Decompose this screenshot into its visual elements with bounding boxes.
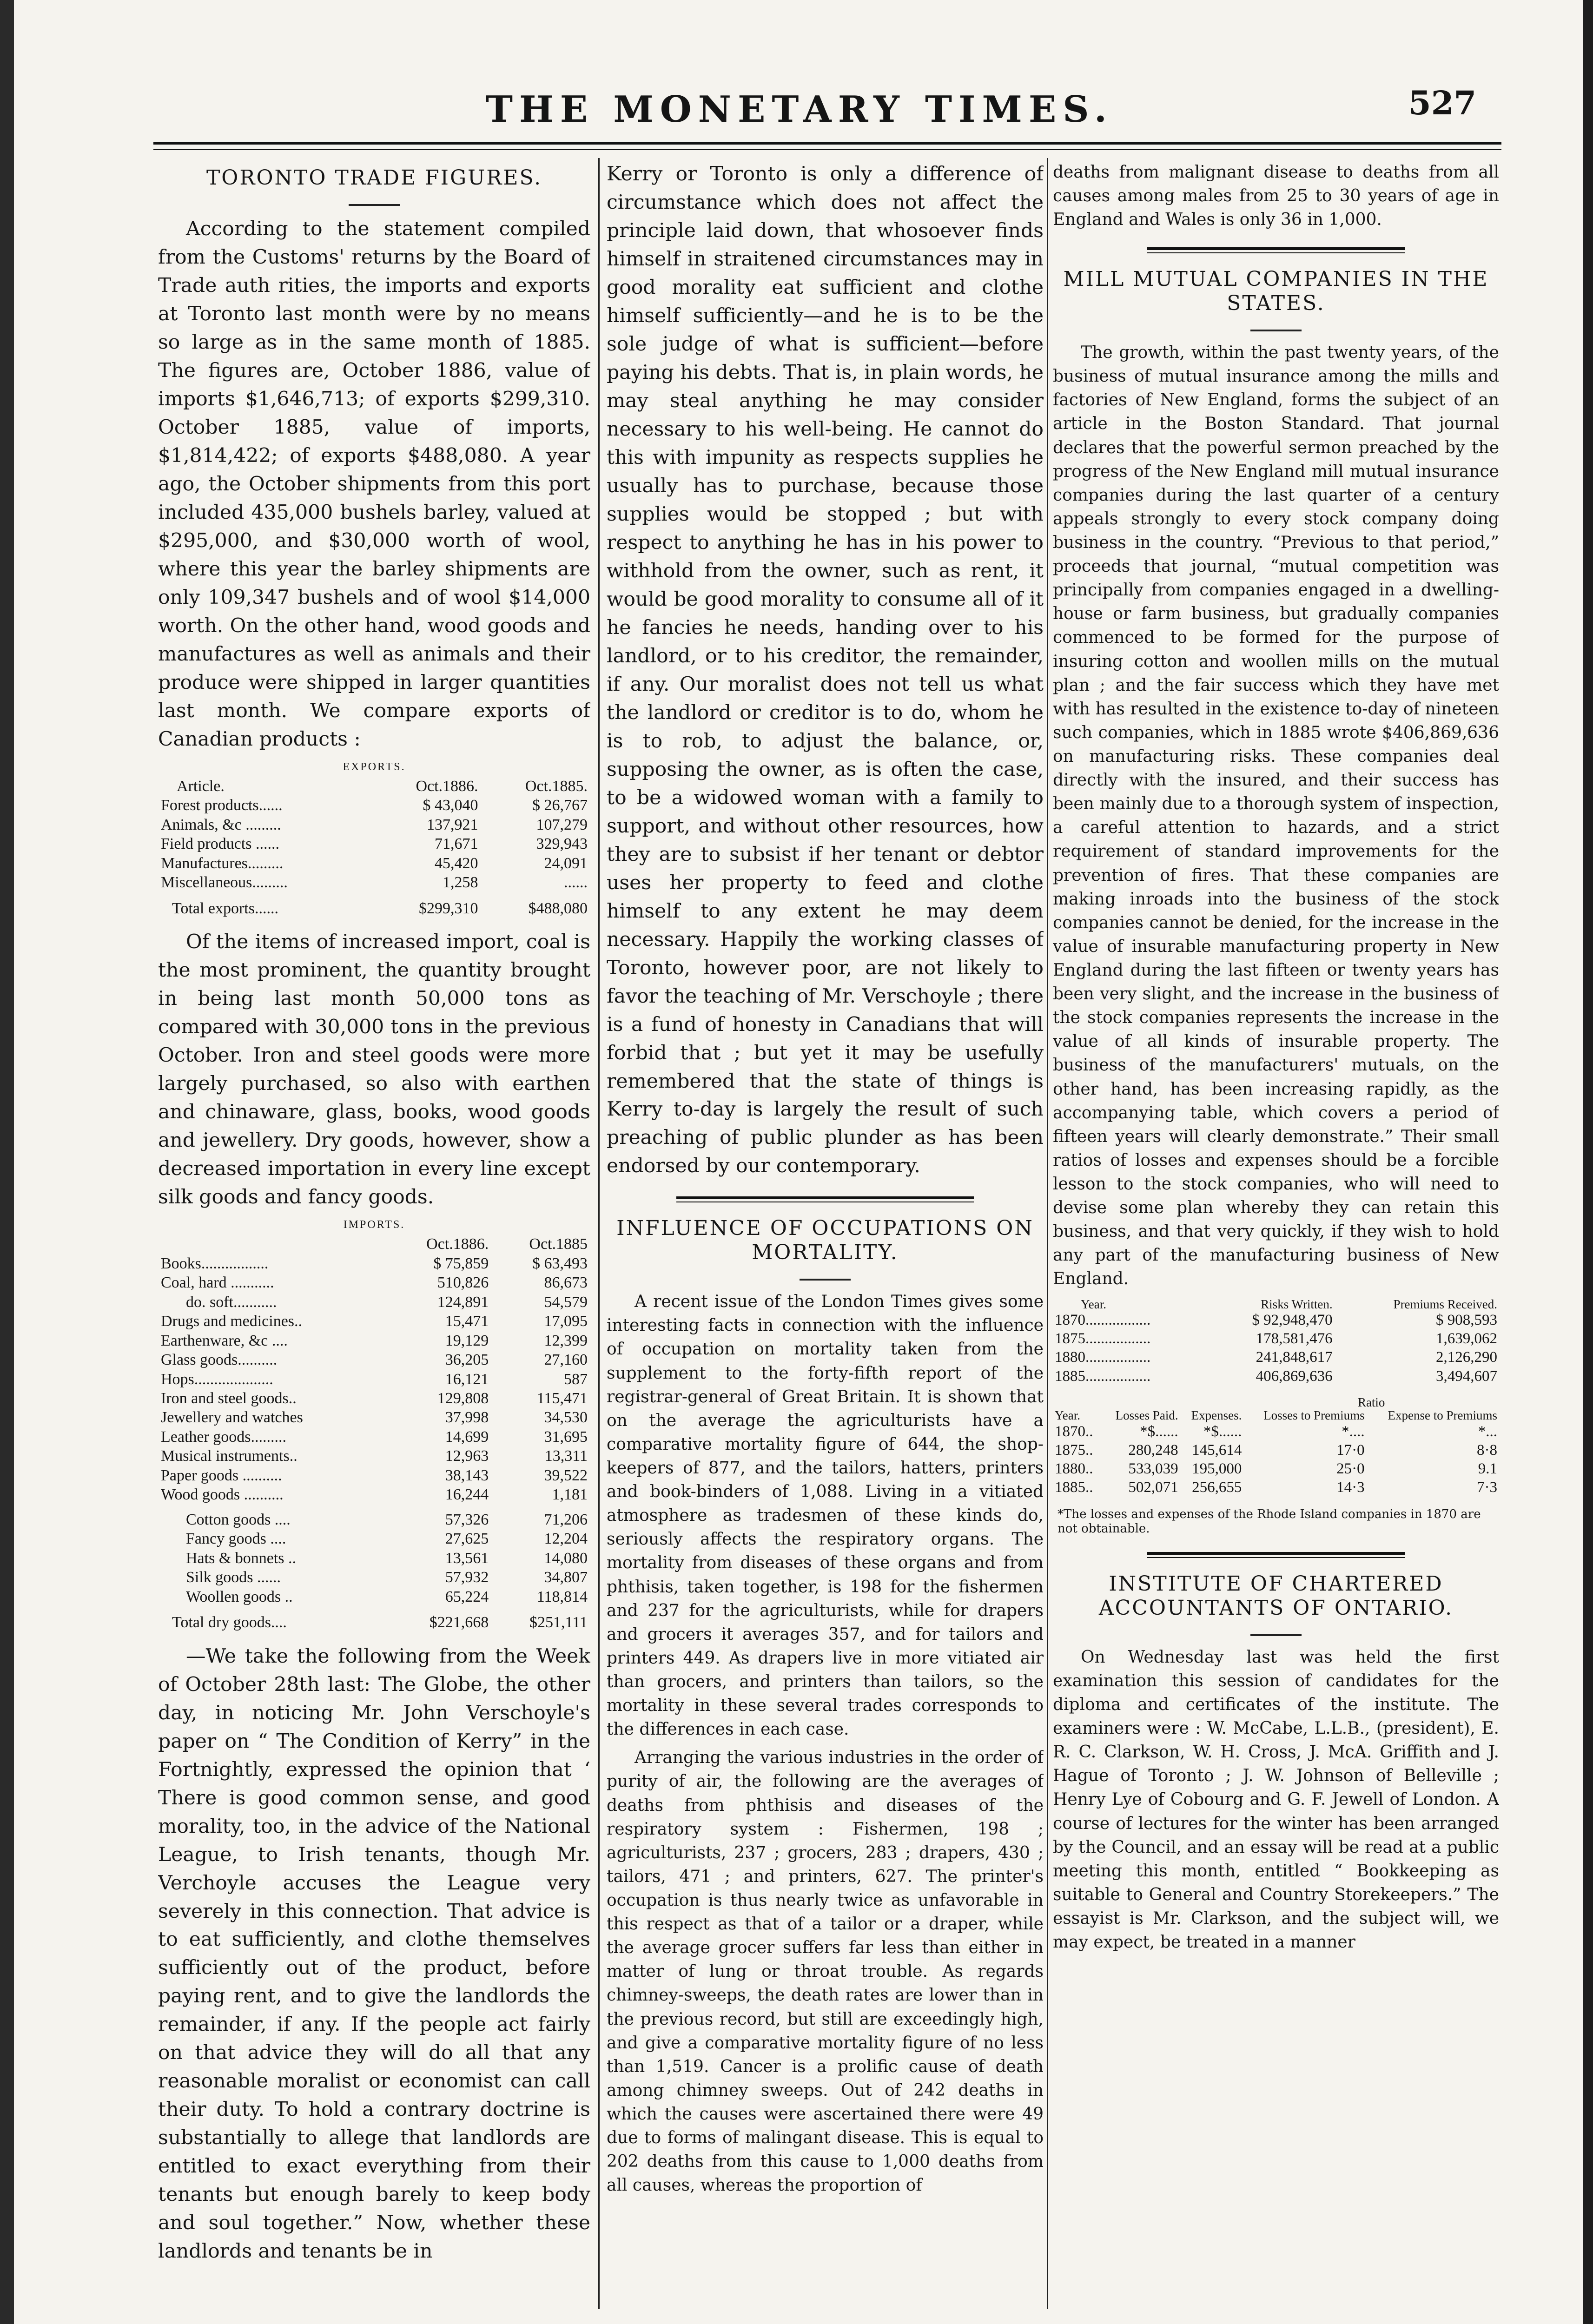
cell-value: ...... xyxy=(564,874,588,891)
losses-expenses-table xyxy=(1053,1396,1499,1497)
table-footnote: *The losses and expenses of the Rhode Island companies in 1870 are not obtainable. xyxy=(1058,1507,1481,1536)
column-group-header: Ratio xyxy=(1357,1395,1385,1409)
row-label: 1880.. xyxy=(1055,1460,1093,1478)
table-row xyxy=(158,1466,590,1485)
article-heading-occupations-mortality: INFLUENCE OF OCCUPATIONS ON MORTALITY. xyxy=(616,1216,1034,1265)
masthead-rule-thin xyxy=(153,149,1501,150)
table-row xyxy=(158,1529,590,1548)
cell-value: 39,522 xyxy=(544,1466,588,1484)
heading-rule xyxy=(1250,1634,1302,1636)
table-row xyxy=(1053,1441,1499,1459)
row-label: 1880................. xyxy=(1055,1349,1151,1366)
total-label: Total dry goods.... xyxy=(172,1614,287,1631)
table-row xyxy=(1053,1459,1499,1478)
article-paragraph: Of the items of increased import, coal is the most prominent, the quantity brought in being last month 50,000 tons as compared with 30,000 tons in the previous October. Iron and steel goods were more largely purchased, so also with earthen and chinaware, glass, books, wood goods and jewellery. Dry goods, however, show a decreased importation in every line except silk goods and fancy goods. xyxy=(158,931,590,1209)
row-label: Books................. xyxy=(161,1254,269,1272)
total-value: $251,111 xyxy=(529,1614,588,1631)
row-label: Field products ...... xyxy=(161,835,279,853)
table-row xyxy=(1053,1367,1499,1386)
total-value: $221,668 xyxy=(429,1614,489,1631)
cell-value: 45,420 xyxy=(435,854,478,872)
row-label: Wood goods .......... xyxy=(161,1486,284,1504)
masthead-title: THE MONETARY TIMES. xyxy=(486,88,1113,131)
cell-value: 107,279 xyxy=(536,816,588,833)
row-label: 1885................. xyxy=(1055,1367,1151,1385)
cell-value: 16,121 xyxy=(445,1370,489,1388)
cell-value: 38,143 xyxy=(445,1466,489,1484)
row-label: 1870.. xyxy=(1055,1423,1093,1440)
column-header: Expenses. xyxy=(1191,1408,1242,1423)
cell-value: *.... xyxy=(1342,1423,1365,1440)
row-label: 1870................. xyxy=(1055,1311,1151,1328)
table-row xyxy=(158,1587,590,1606)
table-row xyxy=(1053,1422,1499,1441)
total-value: $299,310 xyxy=(419,899,478,917)
cell-value: $ 908,593 xyxy=(1436,1311,1497,1328)
cell-value: 241,848,617 xyxy=(1256,1349,1333,1366)
heading-rule xyxy=(1250,330,1302,331)
table-row xyxy=(1053,1311,1499,1329)
page-number: 527 xyxy=(1408,84,1477,122)
cell-value: 13,561 xyxy=(445,1549,489,1567)
table-row xyxy=(1053,1329,1499,1348)
cell-value: 178,581,476 xyxy=(1256,1330,1333,1347)
total-value: $488,080 xyxy=(528,899,588,917)
row-label: Coal, hard ........... xyxy=(161,1274,274,1292)
risks-premiums-table xyxy=(1053,1298,1499,1386)
column-header: Year. xyxy=(1081,1297,1107,1311)
article-paragraph: The growth, within the past twenty years, of the business of mutual insurance among the mills and factories of New England, forms the subject of an article in the Boston Standard. That journal declares that the powerful sermon preached by the progress of the New England mill mutual insurance companies during the last quarter of a century appeals strongly to every stock company doing business in the country. “Previous to that period,” proceeds that journal, “mutual competition was principally from companies engaged in a dwelling-house or farm business, but gradually companies commenced to be formed for the purpose of insuring cotton and woollen mills on the mutual plan ; and the fair success which they have met with has resulted in the existence to-day of nineteen such companies, which in 1885 wrote $406,869,636 on manufacturing risks. These companies deal directly with the insured, and their success has been mainly due to a thorough system of inspection, a careful attention to hazards, and a strict requirement of standard improvements for the prevention of fires. That these companies are making inroads into the business of the stock companies cannot be denied, for the increase in the value of insurable manufacturing property in New England during the last fifteen or twenty years has been very slight, and the increase in the business of the stock companies represents the increase in the value of all kinds of insurable property. The business of the manufacturers' mutuals, on the other hand, has been increasing rapidly, as the accompanying table, which covers a period of fifteen years will clearly demonstrate.” Their small ratios of losses and expenses should be a forcible lesson to the stock companies, who will need to devise some plan whereby they can retain this business, and that very quickly, if they wish to hold any part of the manufacturing business of New England. xyxy=(1053,343,1499,1289)
cell-value: 25·0 xyxy=(1336,1460,1365,1478)
cell-value: 587 xyxy=(564,1370,588,1388)
cell-value: 13,311 xyxy=(544,1447,588,1465)
row-label: Earthenware, &c .... xyxy=(161,1332,288,1349)
cell-value: 27,160 xyxy=(544,1351,588,1369)
row-label: Paper goods .......... xyxy=(161,1466,282,1484)
cell-value: 19,129 xyxy=(445,1332,489,1349)
column-header: Premiums Received. xyxy=(1393,1297,1497,1311)
cell-value: 15,471 xyxy=(445,1313,489,1330)
article-paragraph: According to the statement compiled from the Customs' returns by the Board of Trade auth rities, the imports and exports at Toronto last month were by no means so large as in the same month of 1885. The figures are, October 1886, value of imports $1,646,713; of exports $299,310. October 1885, value of imports, $1,814,422; of exports $488,080. A year ago, the October shipments from this port included 435,000 bushels barley, valued at $295,000, and $30,000 worth of wool, where this year the barley shipments are only 109,347 bushels and of wool $14,000 worth. On the other hand, wood goods and manufactures as well as animals and their produce were shipped in larger quantities last month. We compare exports of Canadian products : xyxy=(158,217,590,751)
table-row xyxy=(158,1312,590,1331)
table-row xyxy=(158,834,590,853)
column-header: Oct.1886. xyxy=(416,777,478,795)
section-separator xyxy=(1147,247,1406,253)
scan-edge-left xyxy=(0,0,14,2324)
row-label: Manufactures......... xyxy=(161,854,284,872)
row-label: Jewellery and watches xyxy=(161,1409,303,1426)
cell-value: 12,204 xyxy=(544,1530,588,1548)
article-paragraph: Arranging the various industries in the order of purity of air, the following are the averages of deaths from phthisis and diseases of the respiratory system : Fishermen, 198 ; agriculturists, 237 ; grocers, 283 ; drapers, 430 ; tailors, 471 ; and printers, 627. The printer's occupation is thus nearly twice as unfavorable in this respect as that of a tailor or a draper, while the average grocer suffers far less than either in matter of lung or throat trouble. As regards chimney-sweeps, the death rates are lower than in the previous record, but still are exceedingly high, and give a comparative mortality figure of no less than 1,519. Cancer is a prolific cause of death among chimney sweeps. Out of 242 deaths in which the causes were ascertained there were 49 due to forms of malingant disease. This is equal to 202 deaths from this cause to 1,000 deaths from all causes, whereas the proportion of xyxy=(607,1748,1044,2195)
table-row xyxy=(158,796,590,815)
cell-value: 54,579 xyxy=(544,1293,588,1311)
cell-value: $ 63,493 xyxy=(532,1254,588,1272)
cell-value: 14,699 xyxy=(445,1428,489,1446)
article-paragraph: —We take the following from the Week of October 28th last: The Globe, the other day, in noticing Mr. John Verschoyle's paper on “ The Condition of Kerry” in the Fortnightly, expressed the opinion that ‘ There is good common sense, and good morality, too, in the advice of the National League, to Irish tenants, though Mr. Verchoyle accuses the League very severely in this connection. That advice is to eat sufficiently, and clothe themselves sufficiently out of the product, before paying rent, and to give the landlords the remainder, if any. If the people act fairly on that advice they will do all that any reasonable moralist or economist can call their duty. To hold a contrary doctrine is substantially to allege that landlords are entitled to exact everything from their tenants but enough barely to keep body and soul together.” Now, whether these landlords and tenants be in xyxy=(158,1644,590,2263)
column-header: Article. xyxy=(177,777,225,795)
table-caption: IMPORTS. xyxy=(343,1219,405,1231)
total-label: Total exports...... xyxy=(172,899,278,917)
table-row xyxy=(158,1549,590,1568)
table-row xyxy=(1053,1348,1499,1367)
column-header: Expense to Premiums xyxy=(1388,1408,1497,1423)
cell-value: 14·3 xyxy=(1336,1479,1365,1496)
cell-value: 36,205 xyxy=(445,1351,489,1369)
cell-value: 280,248 xyxy=(1128,1441,1178,1459)
masthead-rule-thick xyxy=(153,142,1501,145)
column-header: Oct.1885. xyxy=(525,777,588,795)
row-label: 1875................. xyxy=(1055,1330,1151,1347)
section-separator xyxy=(1147,1552,1406,1558)
cell-value: 27,625 xyxy=(445,1530,489,1548)
table-row xyxy=(158,1505,590,1529)
column-header: Oct.1885 xyxy=(529,1235,588,1253)
table-row xyxy=(158,1446,590,1466)
row-label: Leather goods......... xyxy=(161,1428,287,1446)
cell-value: 118,814 xyxy=(536,1588,588,1605)
cell-value: 533,039 xyxy=(1128,1460,1178,1478)
row-label: 1875.. xyxy=(1055,1441,1093,1459)
column-left xyxy=(158,160,590,2309)
row-label: Hops.................... xyxy=(161,1370,273,1388)
cell-value: 1,639,062 xyxy=(1436,1330,1497,1347)
column-middle xyxy=(607,160,1044,2309)
cell-value: 406,869,636 xyxy=(1256,1367,1333,1385)
cell-value: $ 43,040 xyxy=(423,797,478,814)
row-label: Miscellaneous......... xyxy=(161,874,288,891)
cell-value: $ 92,948,470 xyxy=(1252,1311,1333,1328)
cell-value: 34,530 xyxy=(544,1409,588,1426)
cell-value: 14,080 xyxy=(544,1549,588,1567)
row-label: Woollen goods .. xyxy=(186,1588,293,1605)
row-label: 1885.. xyxy=(1055,1479,1093,1496)
cell-value: 34,807 xyxy=(544,1569,588,1586)
cell-value: 57,932 xyxy=(445,1569,489,1586)
cell-value: 31,695 xyxy=(544,1428,588,1446)
row-label: do. soft........... xyxy=(186,1293,277,1311)
table-row xyxy=(158,1427,590,1446)
cell-value: 24,091 xyxy=(544,854,588,872)
table-total-row xyxy=(158,1606,590,1632)
table-row xyxy=(158,1293,590,1312)
cell-value: *$...... xyxy=(1140,1423,1178,1440)
cell-value: 195,000 xyxy=(1192,1460,1242,1478)
section-separator xyxy=(676,1196,973,1202)
heading-rule xyxy=(349,204,400,206)
row-label: Iron and steel goods.. xyxy=(161,1390,297,1407)
table-row xyxy=(158,1408,590,1427)
article-heading-toronto-trade: TORONTO TRADE FIGURES. xyxy=(206,166,542,190)
cell-value: 86,673 xyxy=(544,1274,588,1292)
cell-value: 145,614 xyxy=(1192,1441,1242,1459)
column-header: Losses Paid. xyxy=(1115,1408,1178,1423)
cell-value: 2,126,290 xyxy=(1436,1349,1497,1366)
scan-edge-right xyxy=(1583,0,1593,2324)
cell-value: 12,399 xyxy=(544,1332,588,1349)
cell-value: 9.1 xyxy=(1478,1460,1497,1478)
cell-value: 16,244 xyxy=(445,1486,489,1504)
cell-value: 1,258 xyxy=(443,874,478,891)
cell-value: 510,826 xyxy=(437,1274,489,1292)
cell-value: 8·8 xyxy=(1477,1441,1497,1459)
table-row xyxy=(158,1331,590,1350)
cell-value: 129,808 xyxy=(437,1390,489,1407)
exports-table xyxy=(158,760,590,918)
cell-value: 7·3 xyxy=(1477,1479,1497,1496)
cell-value: 17·0 xyxy=(1336,1441,1365,1459)
cell-value: 115,471 xyxy=(536,1390,588,1407)
table-row xyxy=(158,1568,590,1587)
column-header: Risks Written. xyxy=(1261,1297,1333,1311)
table-row xyxy=(158,1273,590,1292)
article-paragraph: On Wednesday last was held the first examination this session of candidates for the diploma and certificates of the institute. The examiners were : W. McCabe, L.L.B., (president), E. R. C. Clarkson, W. H. Cross, J. McA. Griffith and J. Hague of Toronto ; J. W. Johnson of Belleville ; Henry Lye of Cobourg and G. F. Jewell of London. A course of lectures for the winter has been arranged by the Council, and an essay will be read at a public meeting this month, entitled “ Bookkeeping as suitable to General and Country Storekeepers.” The essayist is Mr. Clarkson, and the subject will, we may expect, be treated in a manner xyxy=(1053,1647,1499,1952)
table-row xyxy=(1053,1478,1499,1497)
column-divider xyxy=(1047,158,1048,2309)
article-paragraph: Kerry or Toronto is only a difference of circumstance which does not affect the principle laid down, that whosoever finds himself in straitened circumstances may in good morality eat sufficient and clothe himself sufficiently—and he is to be the sole judge of what is sufficient—before paying his debts. That is, in plain words, he may steal anything he may consider necessary to his well-being. He cannot do this with impunity as respects supplies he usually has to purchase, because those supplies would be stopped ; but with respect to anything he has in his power to withhold from the owner, such as rent, it would be good morality to consume all of it he fancies he needs, handing over to his landlord, or to his creditor, the remainder, if any. Our moralist does not tell us what the landlord or creditor is to do, whom he is to rob, to adjust the balance, or, supposing the owner, as is often the case, to be a widowed woman with a family to support, and without other resources, how they are to subsist if her tenant or debtor uses her property to feed and clothe himself to any extent he may deem necessary. Happily the working classes of Toronto, however poor, are not likely to favor the teaching of Mr. Verschoyle ; there is a fund of honesty in Canadians that will forbid that ; but yet it may be usefully remembered that the state of things is Kerry to-day is largely the result of such preaching of public plunder as has been endorsed by our contemporary. xyxy=(607,163,1044,1178)
column-header: Oct.1886. xyxy=(426,1235,489,1253)
table-row xyxy=(158,815,590,834)
cell-value: 1,181 xyxy=(552,1486,588,1504)
cell-value: 71,206 xyxy=(544,1511,588,1528)
article-heading-mill-mutual: MILL MUTUAL COMPANIES IN THE STATES. xyxy=(1063,267,1489,316)
cell-value: 12,963 xyxy=(445,1447,489,1465)
row-label: Glass goods.......... xyxy=(161,1351,278,1369)
row-label: Hats & bonnets .. xyxy=(186,1549,297,1567)
column-header: Year. xyxy=(1055,1408,1081,1423)
row-label: Animals, &c ......... xyxy=(161,816,281,833)
table-row xyxy=(158,1370,590,1389)
cell-value: 65,224 xyxy=(445,1588,489,1605)
table-row xyxy=(158,1254,590,1273)
cell-value: 3,494,607 xyxy=(1436,1367,1497,1385)
cell-value: 37,998 xyxy=(445,1409,489,1426)
row-label: Forest products...... xyxy=(161,797,283,814)
imports-table xyxy=(158,1218,590,1632)
cell-value: 329,943 xyxy=(536,835,588,853)
cell-value: *... xyxy=(1478,1423,1497,1440)
article-paragraph: deaths from malignant disease to deaths from all causes among males from 25 to 30 years of age in England and Wales is only 36 in 1,000. xyxy=(1053,163,1499,230)
cell-value: 71,671 xyxy=(435,835,478,853)
row-label: Fancy goods .... xyxy=(186,1530,286,1548)
cell-value: $ 26,767 xyxy=(532,797,588,814)
row-label: Drugs and medicines.. xyxy=(161,1313,303,1330)
cell-value: 256,655 xyxy=(1192,1479,1242,1496)
article-heading-chartered-accountants: INSTITUTE OF CHARTERED ACCOUNTANTS OF ONTARIO. xyxy=(1098,1571,1454,1620)
cell-value: 57,326 xyxy=(445,1511,489,1528)
cell-value: 124,891 xyxy=(437,1293,489,1311)
table-row xyxy=(158,1485,590,1504)
column-header: Losses to Premiums xyxy=(1263,1408,1365,1423)
row-label: Musical instruments.. xyxy=(161,1447,297,1465)
table-row xyxy=(158,873,590,892)
cell-value: 17,095 xyxy=(544,1313,588,1330)
cell-value: $ 75,859 xyxy=(433,1254,489,1272)
row-label: Silk goods ...... xyxy=(186,1569,281,1586)
cell-value: 502,071 xyxy=(1128,1479,1178,1496)
cell-value: 137,921 xyxy=(427,816,478,833)
table-row xyxy=(158,1350,590,1369)
row-label: Cotton goods .... xyxy=(186,1511,291,1528)
column-divider xyxy=(598,158,600,2309)
column-right xyxy=(1053,160,1499,2309)
table-total-row xyxy=(158,892,590,918)
article-paragraph: A recent issue of the London Times gives some interesting facts in connection with the influence of occupation on mortality taken from the supplement to the forty-fifth report of the registrar-general of Great Britain. It is shown that on the average the agriculturists have a comparative mortality figure of 644, the shop-keepers of 877, and the tailors, hatters, printers and book-binders of 1,088. Living in a vitiated atmosphere as tradesmen of these kinds do, seriously affects the respiratory organs. The mortality from diseases of these organs and from phthisis, taken together, is 198 for the fishermen and 237 for the agriculturists, while for drapers and grocers it averages 357, and for tailors and printers 449. As drapers live in more vitiated air than grocers, and printers than tailors, so the mortality in these several trades corresponds to the differences in each case. xyxy=(607,1292,1044,1739)
cell-value: *$...... xyxy=(1203,1423,1242,1440)
table-caption: EXPORTS. xyxy=(343,760,406,773)
table-row xyxy=(158,854,590,873)
heading-rule xyxy=(800,1279,851,1281)
table-row xyxy=(158,1389,590,1408)
